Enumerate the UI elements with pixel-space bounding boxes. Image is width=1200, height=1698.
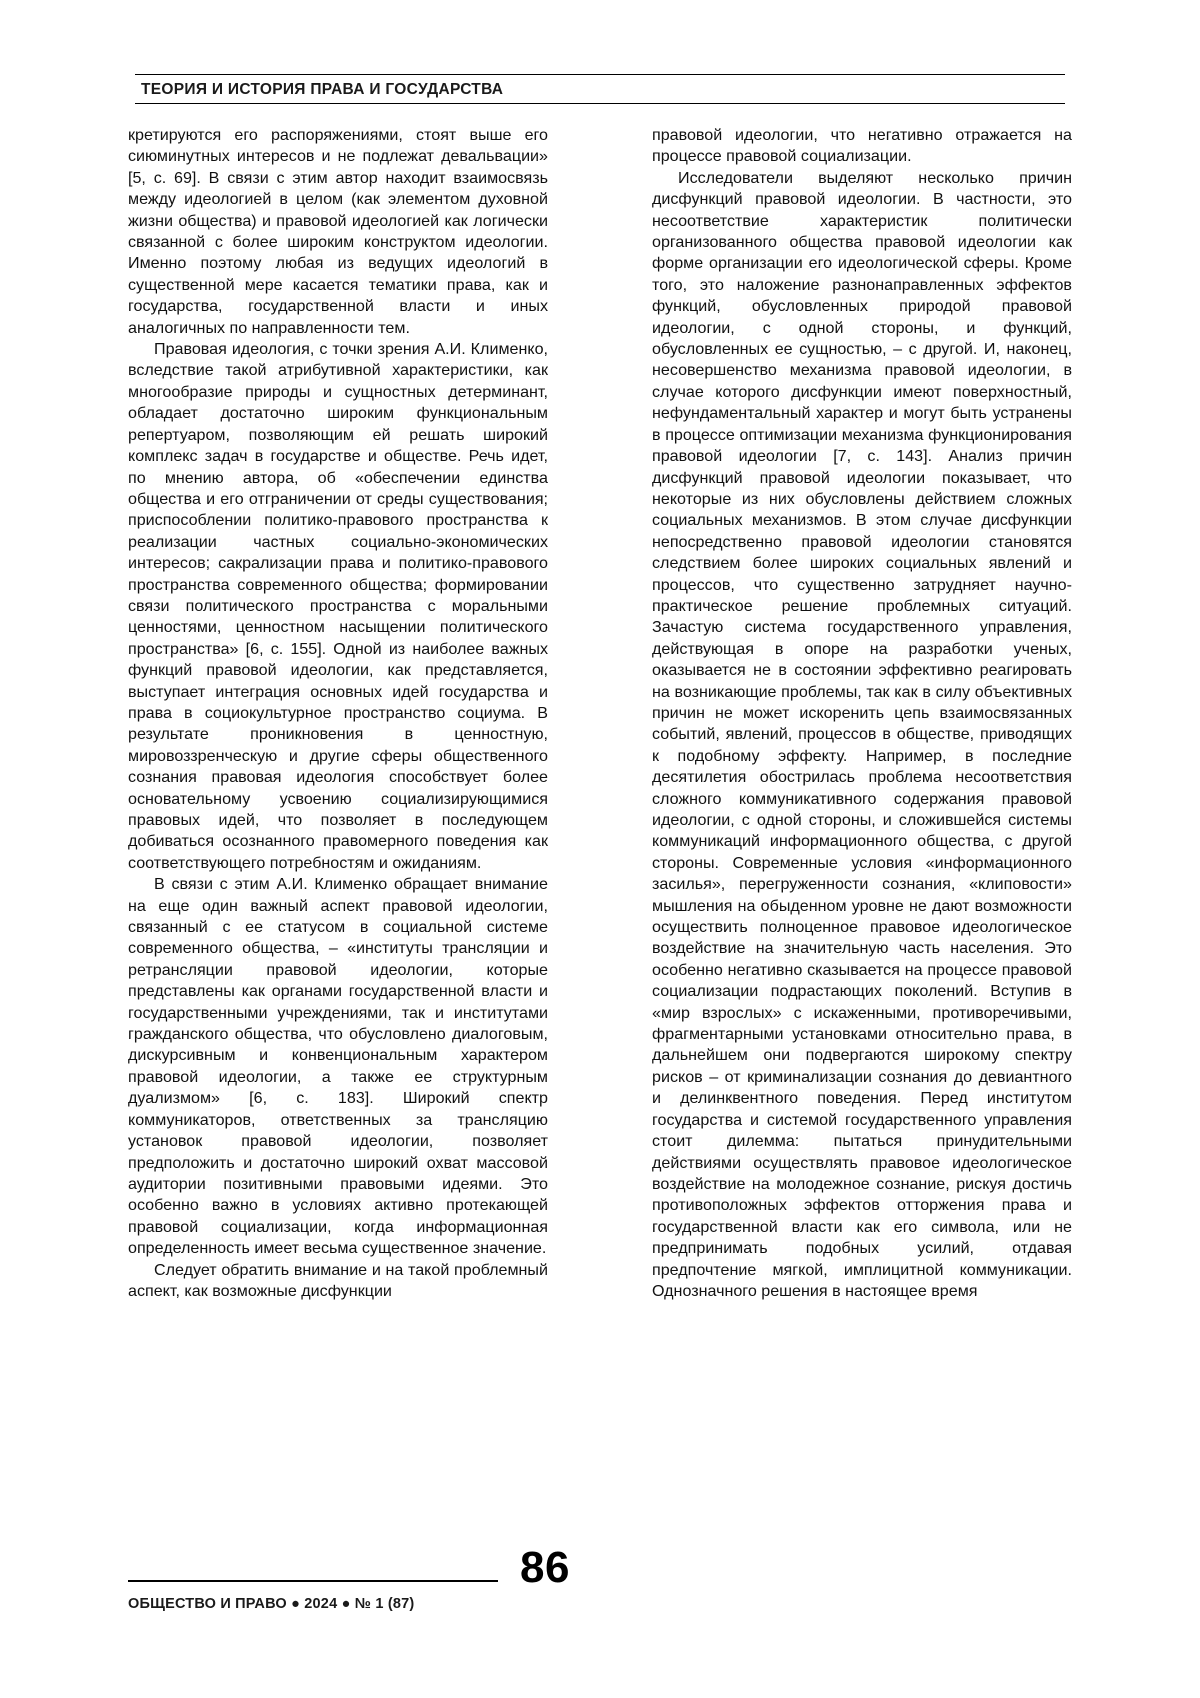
journal-footer: ОБЩЕСТВО И ПРАВО ● 2024 ● № 1 (87) [128, 1596, 415, 1612]
right-column [652, 125, 1072, 1302]
body-columns [128, 125, 1072, 1302]
paragraph: Правовая идеология, с точки зрения А.И. Клименко, вследствие такой атрибутивной характеристики, как многообразие природы и сущностных детерминант, обладает достаточно широким функциональным репертуаром, позволяющим ей решать широкий комплекс задач в государстве и обществе. Речь идет, по мнению автора, об «обеспечении единства общества и его отграничении от среды существования; приспособлении политико-правового пространства к реализации частных социально-экономических интересов; сакрализации права и политико-правового пространства современного общества; формировании связи политического пространства с моральными ценностями, ценностном насыщении политического пространства» [6, с. 155]. Одной из наиболее важных функций правовой идеологии, как представляется, выступает интеграция основных идей государства и права в социокультурное пространство социума. В результате проникновения в ценностную, мировоззренческую и другие сферы общественного сознания правовая идеология способствует более основательному усвоению социализирующимися правовых идей, что позволяет в последующем добиваться осознанного правомерного поведения как соответствующего потребностям и ожиданиям. [128, 340, 548, 872]
footer-divider [128, 1580, 498, 1582]
paragraph: Следует обратить внимание и на такой проблемный аспект, как возможные дисфункции [128, 1260, 548, 1300]
paragraph: кретируются его распоряжениями, стоят выше его сиюминутных интересов и не подлежат девальвации» [5, с. 69]. В связи с этим автор находит взаимосвязь между идеологией в целом (как элементом духовной жизни общества) и правовой идеологией как логически связанной с более широким конструктом идеологии. Именно поэтому любая из ведущих идеологий в существенной мере касается тематики права, как и государства, государственной власти и иных аналогичных по направленности тем. [128, 126, 548, 337]
running-head: ТЕОРИЯ И ИСТОРИЯ ПРАВА И ГОСУДАРСТВА [135, 74, 1065, 104]
paragraph: правовой идеологии, что негативно отражается на процессе правовой социализации. [652, 126, 1072, 166]
paragraph: Исследователи выделяют несколько причин дисфункций правовой идеологии. В частности, это несоответствие характеристик политически организованного общества правовой идеологии как форме организации его идеологической сферы. Кроме того, это наложение разнонаправленных эффектов функций, обусловленных природой правовой идеологии, с одной стороны, и функций, обусловленных ее сущностью, – с другой. И, наконец, несовершенство механизма правовой идеологии, в случае которого дисфункции имеют поверхностный, нефундаментальный характер и могут быть устранены в процессе оптимизации механизма функционирования правовой идеологии [7, с. 143]. Анализ причин дисфункций правовой идеологии показывает, что некоторые из них обусловлены действием сложных социальных механизмов. В этом случае дисфункции непосредственно правовой идеологии становятся следствием более широких социальных явлений и процессов, что существенно затрудняет научно-практическое решение проблемных ситуаций. Зачастую система государственного управления, действующая в опоре на разработки ученых, оказывается не в состоянии эффективно реагировать на возникающие проблемы, так как в силу объективных причин не может искоренить цепь взаимосвязанных событий, явлений, процессов в обществе, приводящих к подобному эффекту. Например, в последние десятилетия обострилась проблема несоответствия сложного коммуникативного содержания правовой идеологии, с одной стороны, и сложившейся системы коммуникаций информационного общества, с другой стороны. Современные условия «информационного засилья», перегруженности сознания, «клиповости» мышления на обыденном уровне не дают возможности осуществить полноценное правовое идеологическое воздействие на значительную часть населения. Это особенно негативно сказывается на процессе правовой социализации подрастающих поколений. Вступив в «мир взрослых» с искаженными, противоречивыми, фрагментарными установками относительно права, в дальнейшем они подвергаются широкому спектру рисков – от криминализации сознания до девиантного и делинквентного поведения. Перед институтом государства и системой государственного управления стоит дилемма: пытаться принудительными действиями осуществлять правовое идеологическое воздействие на молодежное сознание, рискуя достичь противоположных эффектов отторжения права и государственной власти как его символа, или не предпринимать подобных усилий, отдавая предпочтение мягкой, имплицитной коммуникации. Однозначного решения в настоящее время [652, 168, 1072, 1300]
page-number: 86 [520, 1543, 570, 1592]
paragraph: В связи с этим А.И. Клименко обращает внимание на еще один важный аспект правовой идеологии, связанный с ее статусом в социальной системе современного общества, – «институты трансляции и ретрансляции правовой идеологии, которые представлены как органами государственной власти и государственными учреждениями, так и институтами гражданского общества, что обусловлено диалоговым, дискурсивным и конвенциональным характером правовой идеологии, а также ее структурным дуализмом» [6, с. 183]. Широкий спектр коммуникаторов, ответственных за трансляцию установок правовой идеологии, позволяет предположить и достаточно широкий охват массовой аудитории позитивными правовыми идеями. Это особенно важно в условиях активно протекающей правовой социализации, когда информационная определенность имеет весьма существенное значение. [128, 875, 548, 1258]
left-column [128, 125, 548, 1302]
